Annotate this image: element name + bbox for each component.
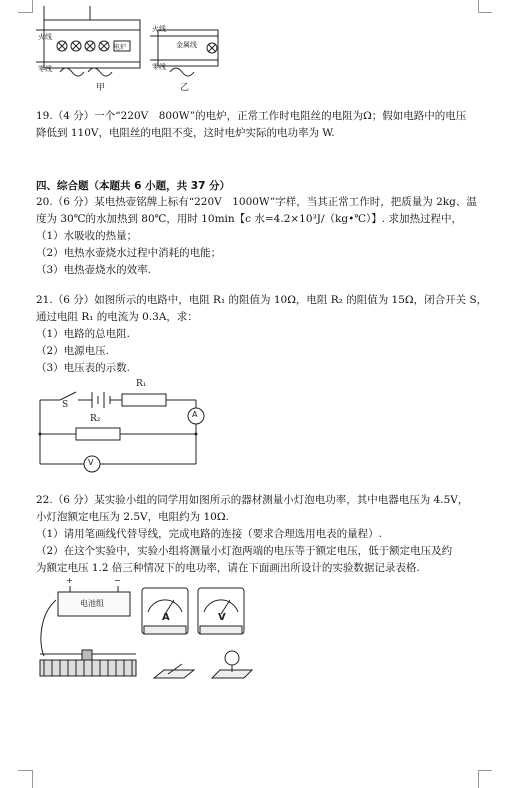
q22-sub-2b: 为额定电压 1.2 倍三种情况下的电功率，请在下面画出所设计的实验数据记录表格. xyxy=(36,562,420,574)
crop-mark-bottom-right-v xyxy=(478,770,479,788)
crop-mark-top-right-h xyxy=(478,12,492,13)
label-box: 电炉 xyxy=(114,44,127,51)
q21-sub-2: （2）电源电压. xyxy=(36,345,110,357)
q20-line-2: 度为 30℃的水加热到 80℃，用时 10min【c 水=4.2×10³J/（kg•℃）】. 求加热过程中， xyxy=(36,213,462,225)
q20-sub-1: （1）水吸收的热量； xyxy=(36,230,138,242)
ammeter-A: A xyxy=(192,410,198,419)
voltmeter-label: V xyxy=(218,612,226,623)
crop-mark-bottom-right-h xyxy=(478,770,492,771)
top-wiring-diagram xyxy=(30,0,230,100)
label-fire-2: 火线 xyxy=(152,25,166,33)
ammeter-label: A xyxy=(162,612,170,623)
label-S: S xyxy=(62,400,69,410)
label-fire-1: 火线 xyxy=(38,33,52,41)
q22-apparatus-drawing xyxy=(34,578,284,692)
question-21 xyxy=(36,292,488,377)
label-zero-1: 零线 xyxy=(38,65,52,73)
question-22 xyxy=(36,492,482,577)
q20-line-1: 20.（6 分）某电热壶铭牌上标有“220V 1000W”字样，当其正常工作时，把质量为 2kg、温 xyxy=(36,196,477,208)
figure-label-jia: 甲 xyxy=(96,83,106,93)
q22-line-2: 小灯泡额定电压为 2.5V，电阻约为 10Ω. xyxy=(36,511,229,523)
top-wiring-figure xyxy=(30,0,230,100)
figure-label-yi: 乙 xyxy=(180,83,190,93)
section-4-heading: 四、综合题（本题共 6 小题，共 37 分） xyxy=(36,180,231,192)
label-R1: R₁ xyxy=(136,379,147,389)
q21-circuit-diagram xyxy=(36,378,216,474)
crop-mark-bottom-left-h xyxy=(18,770,32,771)
q20-sub-2: （2）电热水壶烧水过程中消耗的电能； xyxy=(36,247,222,259)
q22-apparatus-figure xyxy=(34,578,284,692)
label-R2: R₂ xyxy=(90,414,101,424)
q21-circuit-figure xyxy=(36,378,216,474)
q19-line-2: 降低到 110V，电阻丝的电阻不变，这时电炉实际的电功率为 W. xyxy=(36,127,335,139)
q22-sub-2a: （2）在这个实验中，实验小组将测量小灯泡两端的电压等于额定电压，低于额定电压及约 xyxy=(36,545,453,557)
battery-plus: + xyxy=(66,576,73,585)
q22-sub-1: （1）请用笔画线代替导线，完成电路的连接（要求合理选用电表的量程）. xyxy=(36,528,383,540)
voltmeter-V: V xyxy=(88,458,94,467)
crop-mark-top-right-v xyxy=(478,0,479,13)
label-zero-2: 零线 xyxy=(152,63,166,71)
q21-line-1: 21.（6 分）如图所示的电路中，电阻 R₁ 的阻值为 10Ω，电阻 R₂ 的阻值为 15Ω，闭合开关 S， xyxy=(36,294,488,306)
battery-minus: − xyxy=(114,576,121,585)
q21-sub-1: （1）电路的总电阻. xyxy=(36,328,131,340)
question-20 xyxy=(36,194,482,279)
q20-sub-3: （3）电热壶烧水的效率. xyxy=(36,264,152,276)
q19-line-1: 19.（4 分）一个“220V 800W”的电炉，正常工作时电阻丝的电阻为Ω；假如电路中的电压 xyxy=(36,110,467,122)
q21-sub-3: （3）电压表的示数. xyxy=(36,362,131,374)
battery-label: 电池组 xyxy=(80,599,104,608)
label-metal: 金属线 xyxy=(176,41,197,49)
q21-line-2: 通过电阻 R₁ 的电流为 0.3A，求： xyxy=(36,311,198,323)
question-19 xyxy=(36,108,482,142)
crop-mark-bottom-left-v xyxy=(32,770,33,788)
q22-line-1: 22.（6 分）某实验小组的同学用如图所示的器材测量小灯泡电功率，其中电器电压为 4.5V， xyxy=(36,494,469,506)
